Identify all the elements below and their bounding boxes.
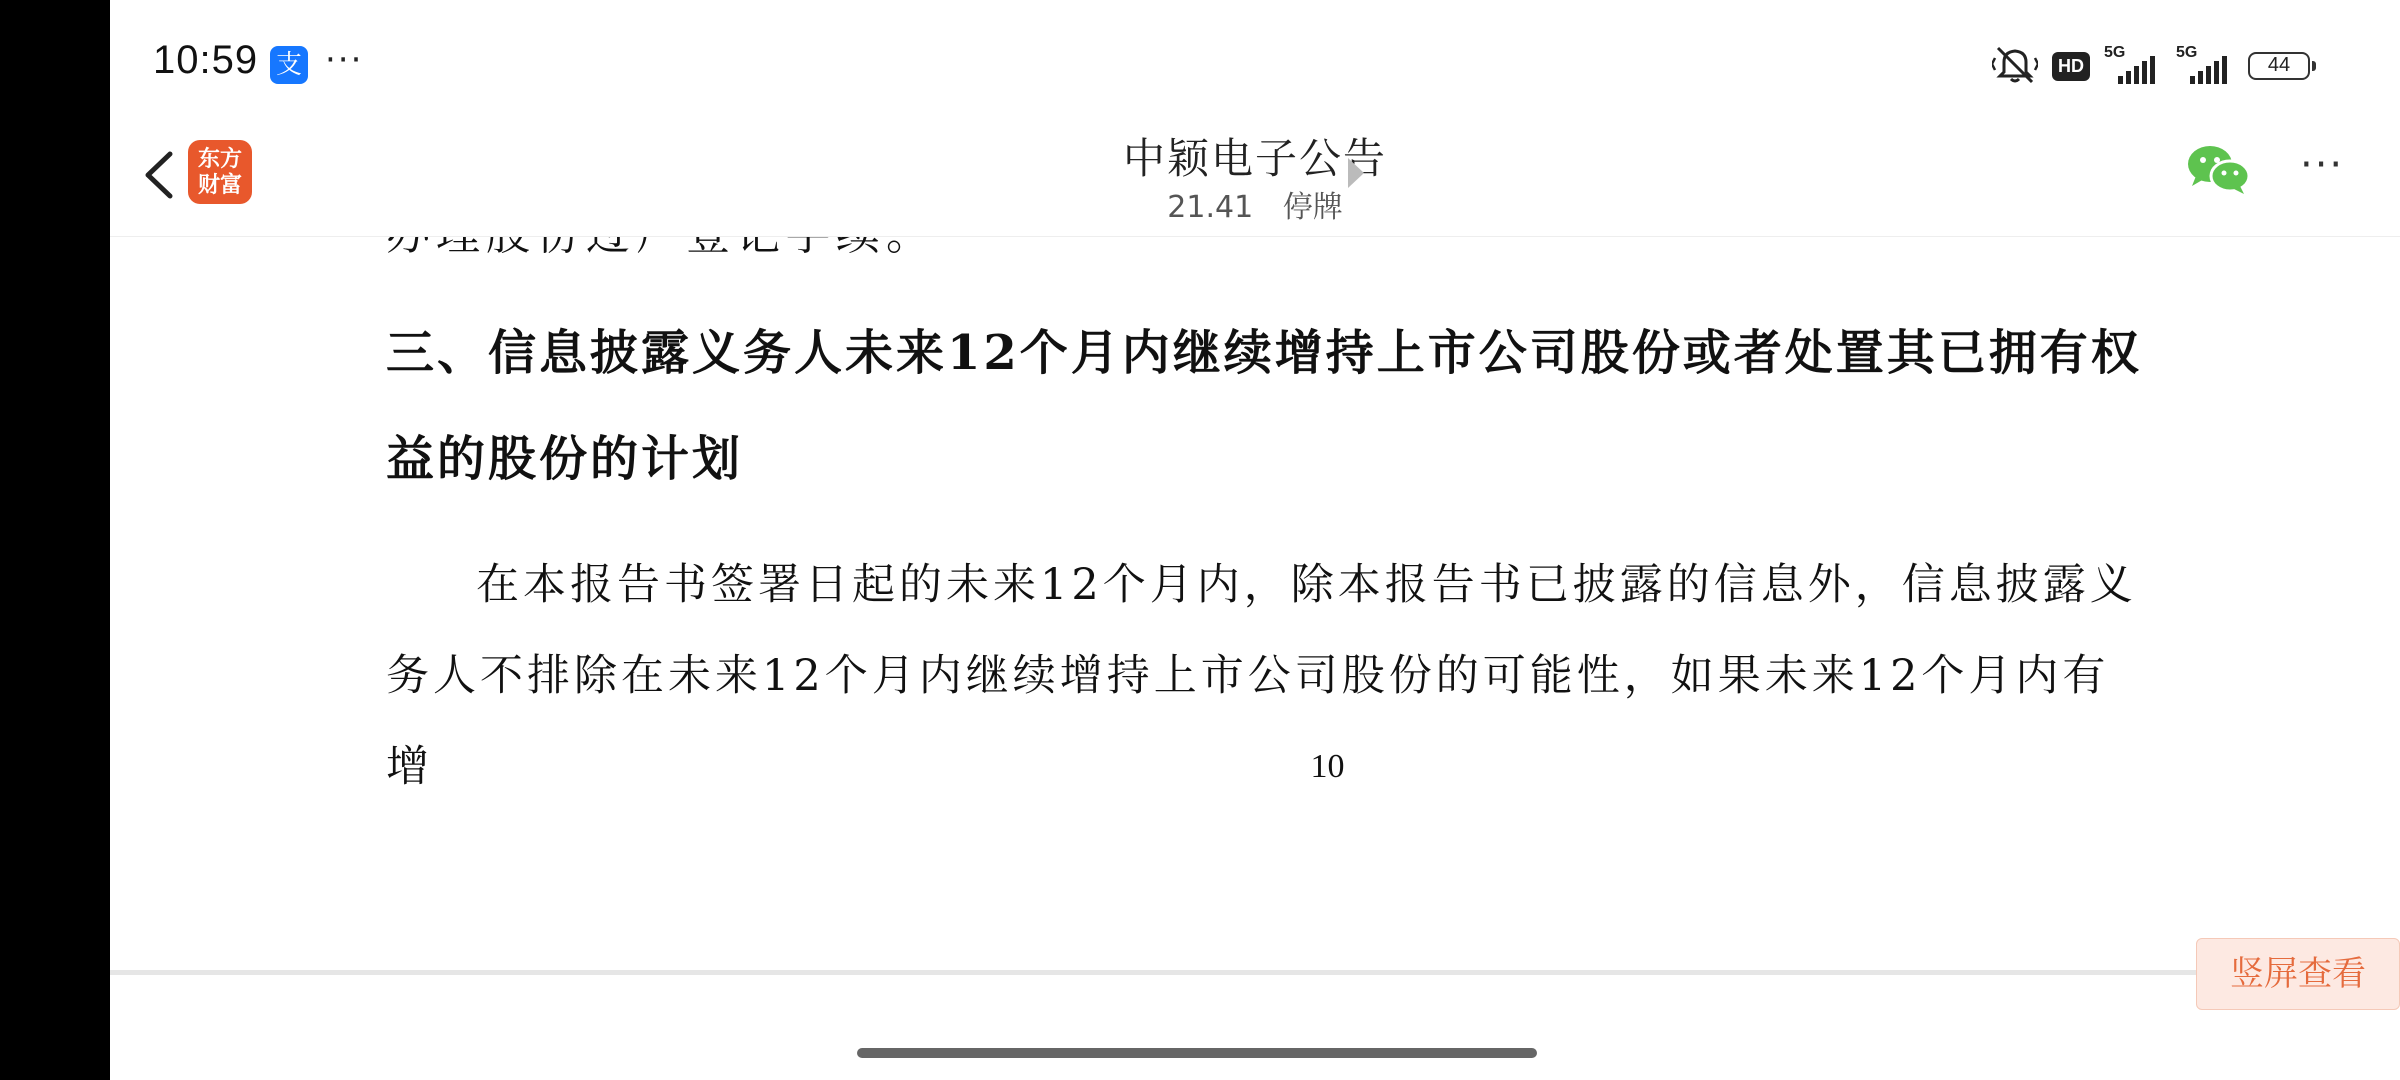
signal-5g-icon-2: 5G — [2176, 48, 2234, 84]
wechat-share-button[interactable] — [2186, 144, 2250, 196]
device-left-bezel — [0, 0, 110, 1080]
battery-icon: 44 — [2248, 52, 2310, 80]
notification-overflow-icon: ··· — [325, 40, 364, 80]
section-paragraph: 在本报告书签署日起的未来12个月内，除本报告书已披露的信息外，信息披露义务人不排除在未来12个月内继续增持上市公司股份的可能性，如果未来12个月内有增 — [386, 560, 2137, 792]
stock-price: 21.41 — [1167, 190, 1254, 225]
wechat-icon — [2186, 144, 2250, 196]
nav-bar — [110, 120, 2400, 237]
mute-vibrate-icon — [1992, 44, 2038, 88]
logo-text-line2: 财富 — [197, 172, 242, 198]
page-title: 中颖电子公告 — [1122, 134, 1387, 183]
portrait-view-button[interactable]: 竖屏查看 — [2196, 938, 2400, 1010]
app-screen — [110, 0, 2400, 1080]
section-heading: 三、信息披露义务人未来12个月内继续增持上市公司股份或者处置其已拥有权益的股份的计划 — [386, 325, 2142, 487]
page-divider — [110, 970, 2400, 975]
hd-voice-icon: HD — [2052, 52, 2090, 81]
status-bar — [110, 0, 2400, 120]
caret-right-icon[interactable] — [1348, 158, 1364, 188]
page-number: 10 — [1310, 748, 1345, 785]
status-indicators — [1992, 44, 2310, 88]
more-options-button[interactable]: ··· — [2300, 142, 2345, 188]
logo-text-line1: 东方 — [197, 146, 242, 172]
stock-quote[interactable] — [110, 182, 2400, 226]
status-time: 10:59 — [153, 38, 259, 82]
signal-5g-icon-1: 5G — [2104, 48, 2162, 84]
trading-status: 停牌 — [1282, 190, 1343, 225]
home-indicator[interactable] — [857, 1048, 1537, 1058]
alipay-icon: 支 — [270, 46, 308, 84]
